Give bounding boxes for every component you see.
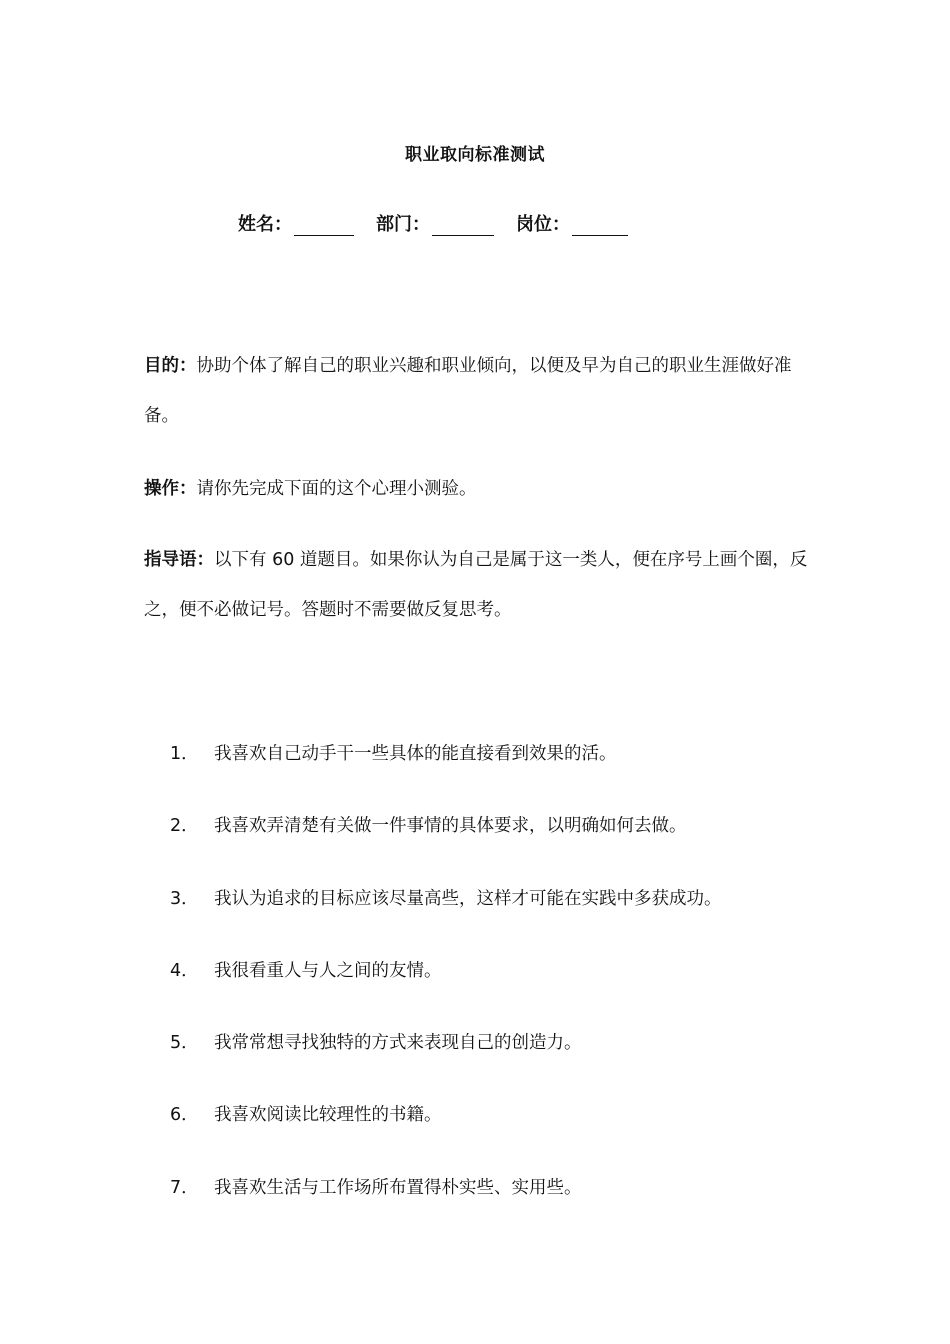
operation-paragraph <box>144 464 816 514</box>
dept-label: 部门： <box>376 214 430 235</box>
question-list <box>170 730 722 1236</box>
question-number[interactable]: 7． <box>170 1177 199 1198</box>
name-blank[interactable] <box>294 215 354 236</box>
purpose-paragraph <box>144 341 816 441</box>
question-item <box>170 947 722 1019</box>
question-text: 我认为追求的目标应该尽量高些，这样才可能在实践中多获成功。 <box>214 888 722 909</box>
guidance-paragraph <box>144 535 816 635</box>
question-item <box>170 1019 722 1091</box>
dept-blank[interactable] <box>432 215 494 236</box>
question-item <box>170 802 722 874</box>
guidance-text: 以下有 60 道题目。如果你认为自己是属于这一类人，便在序号上画个圈，反之，便不必做记号。答题时不需要做反复思考。 <box>144 550 808 620</box>
post-label: 岗位： <box>516 214 570 235</box>
question-text: 我常常想寻找独特的方式来表现自己的创造力。 <box>214 1033 582 1054</box>
question-item <box>170 1164 722 1236</box>
question-number[interactable]: 5． <box>170 1033 199 1054</box>
question-number[interactable]: 1． <box>170 744 199 764</box>
question-number[interactable]: 4． <box>170 960 199 981</box>
info-row <box>238 210 650 236</box>
name-field <box>238 210 354 236</box>
guidance-label: 指导语： <box>144 550 214 570</box>
post-blank[interactable] <box>572 215 628 236</box>
question-text: 我很看重人与人之间的友情。 <box>214 960 442 981</box>
name-label: 姓名： <box>238 214 292 235</box>
question-text: 我喜欢弄清楚有关做一件事情的具体要求，以明确如何去做。 <box>214 816 687 837</box>
operation-label: 操作： <box>144 479 197 499</box>
post-field <box>516 210 628 236</box>
purpose-label: 目的： <box>144 356 197 376</box>
question-number[interactable]: 2． <box>170 816 199 837</box>
question-text: 我喜欢自己动手干一些具体的能直接看到效果的活。 <box>214 744 617 764</box>
question-item <box>170 730 722 802</box>
question-text: 我喜欢生活与工作场所布置得朴实些、实用些。 <box>214 1177 582 1198</box>
question-number[interactable]: 3． <box>170 888 199 909</box>
question-number[interactable]: 6． <box>170 1105 199 1126</box>
question-text: 我喜欢阅读比较理性的书籍。 <box>214 1105 442 1126</box>
dept-field <box>376 210 494 236</box>
page-title: 职业取向标准测试 <box>405 145 545 165</box>
question-item <box>170 1091 722 1163</box>
operation-text: 请你先完成下面的这个心理小测验。 <box>196 479 477 499</box>
question-item <box>170 875 722 947</box>
purpose-text: 协助个体了解自己的职业兴趣和职业倾向，以便及早为自己的职业生涯做好准备。 <box>144 356 792 426</box>
